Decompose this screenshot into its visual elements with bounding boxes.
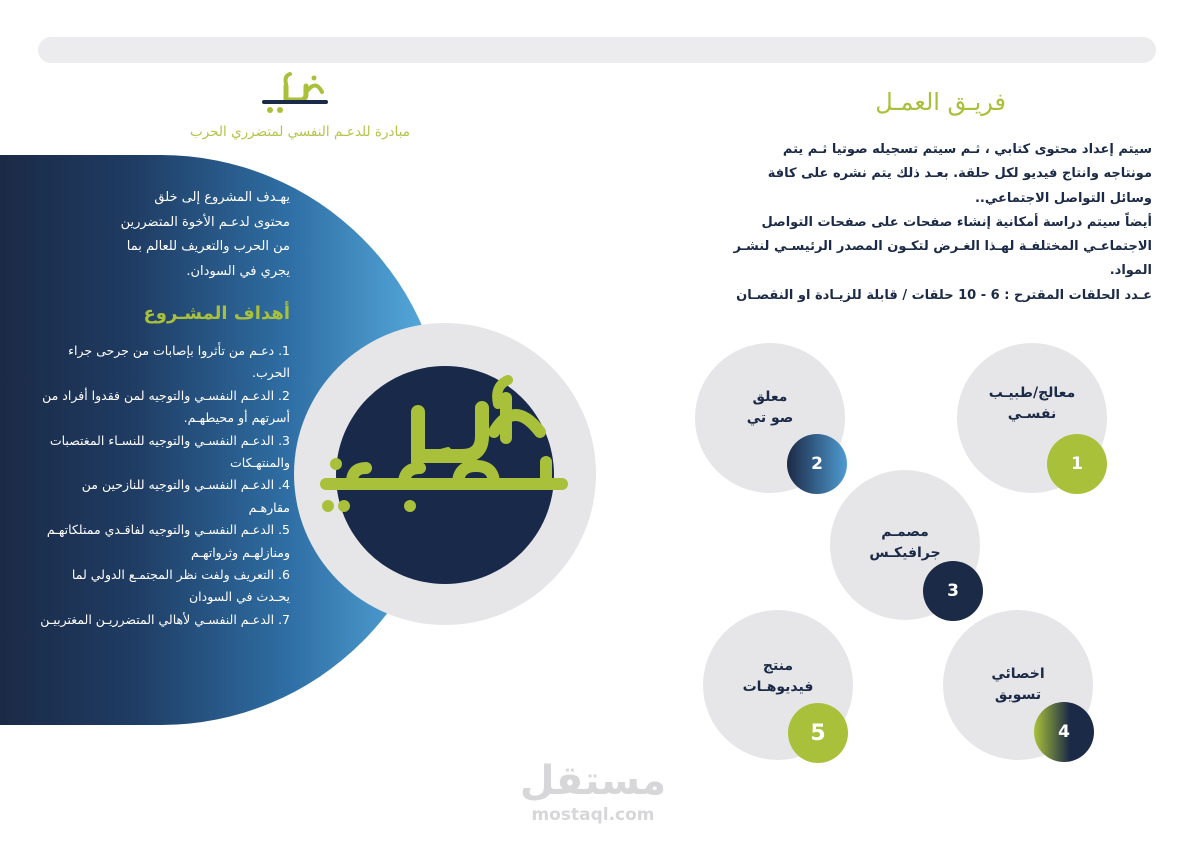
role-number-badge: 1: [1047, 434, 1107, 494]
role-label-line: مصمـم: [881, 524, 929, 540]
role-label: [982, 383, 1082, 425]
team-line: أيضاً سيتم دراسة أمكانية إنشاء صفحات على صفحات التواصل: [761, 214, 1152, 230]
brand-logo: [250, 68, 340, 116]
team-title: فريـق العمـل: [875, 88, 1006, 116]
intro-line: محتوى لدعـم الأخوة المتضررين: [120, 214, 290, 230]
team-line: الاجتماعـي المختلفـة لهـذا الغـرض لتكـون المصدر الرئيسـي لنشـر: [733, 239, 1152, 255]
role-label-line: جرافيكـس: [869, 545, 941, 561]
team-line: سيتم إعداد محتوى كتابي ، ثـم سيتم تسجيله صوتيا ثـم يتم: [782, 142, 1152, 157]
role-label: [720, 387, 820, 429]
goal-item: 7. الدعـم النفسـي لأهالي المتضرريـن المغتربيـن: [40, 611, 290, 627]
role-label-line: معالج/طبيـب: [988, 385, 1076, 401]
intro-line: يجري في السودان.: [186, 263, 290, 279]
goal-item: 3. الدعـم النفسـي والتوجيه للنسـاء المغتصبات والمنتهـكات: [49, 432, 290, 471]
role-label: [968, 664, 1068, 706]
role-label-line: فيديوهـات: [742, 679, 814, 695]
role-number-badge: 3: [923, 561, 983, 621]
role-label-line: اخصائي: [991, 666, 1045, 682]
goals-list: [40, 340, 290, 631]
goal-item: 2. الدعـم النفسـي والتوجيه لمن فقدوا أفراد من أسرتهم أو محيطهـم.: [42, 387, 290, 426]
team-line: مونتاجه وانتاج فيديو لكل حلقة. بعـد ذلك يتم نشره على كافة: [767, 166, 1152, 182]
goals-title: أهداف المشـروع: [143, 303, 290, 324]
role-label: [855, 522, 955, 564]
top-bar: [38, 37, 1156, 63]
intro-line: من الحرب والتعريف للعالم بما: [126, 239, 290, 254]
mostaql-watermark: [518, 752, 668, 827]
role-label-line: صو تي: [746, 410, 794, 426]
watermark-latin: mostaql.com: [531, 805, 655, 825]
goal-item: 5. الدعـم النفسـي والتوجيه لفاقـدي ممتلكاتهـم ومنازلهـم وثرواتهـم: [46, 522, 290, 560]
role-number-badge: 2: [787, 434, 847, 494]
brand-tagline: مبادرة للدعـم النفسي لمتضرري الحرب: [190, 124, 410, 140]
role-label-line: تسويق: [994, 687, 1042, 703]
role-label-line: منتج: [762, 658, 794, 674]
team-description: [660, 138, 1152, 308]
goal-item: 4. الدعـم النفسـي والتوجيه للنازحين من مقارهـم: [81, 477, 290, 515]
role-label-line: نفسـي: [1007, 406, 1057, 422]
role-number-badge: 5: [788, 703, 848, 763]
team-line: عـدد الحلقات المقترح : 6 - 10 حلقات / قابلة للزيـادة او النقصـان: [736, 287, 1152, 303]
watermark-arabic: مستقل: [519, 758, 667, 804]
intro-text: [40, 186, 290, 284]
team-line: المواد.: [1109, 263, 1152, 279]
role-number-badge: 4: [1034, 702, 1094, 762]
goal-item: 6. التعريف ولفت نظر المجتمـع الدولي لما يحـدث في السودان: [71, 567, 290, 605]
team-line: وسائل التواصل الاجتماعي..: [974, 190, 1152, 206]
goal-item: 1. دعـم من تأثروا بإصابات من جرحى جراء الحرب.: [68, 343, 290, 381]
role-label: [728, 656, 828, 698]
role-label-line: معلق: [752, 389, 788, 405]
main-logo: [308, 372, 580, 532]
intro-line: يهـدف المشروع إلى خلق: [154, 190, 290, 205]
